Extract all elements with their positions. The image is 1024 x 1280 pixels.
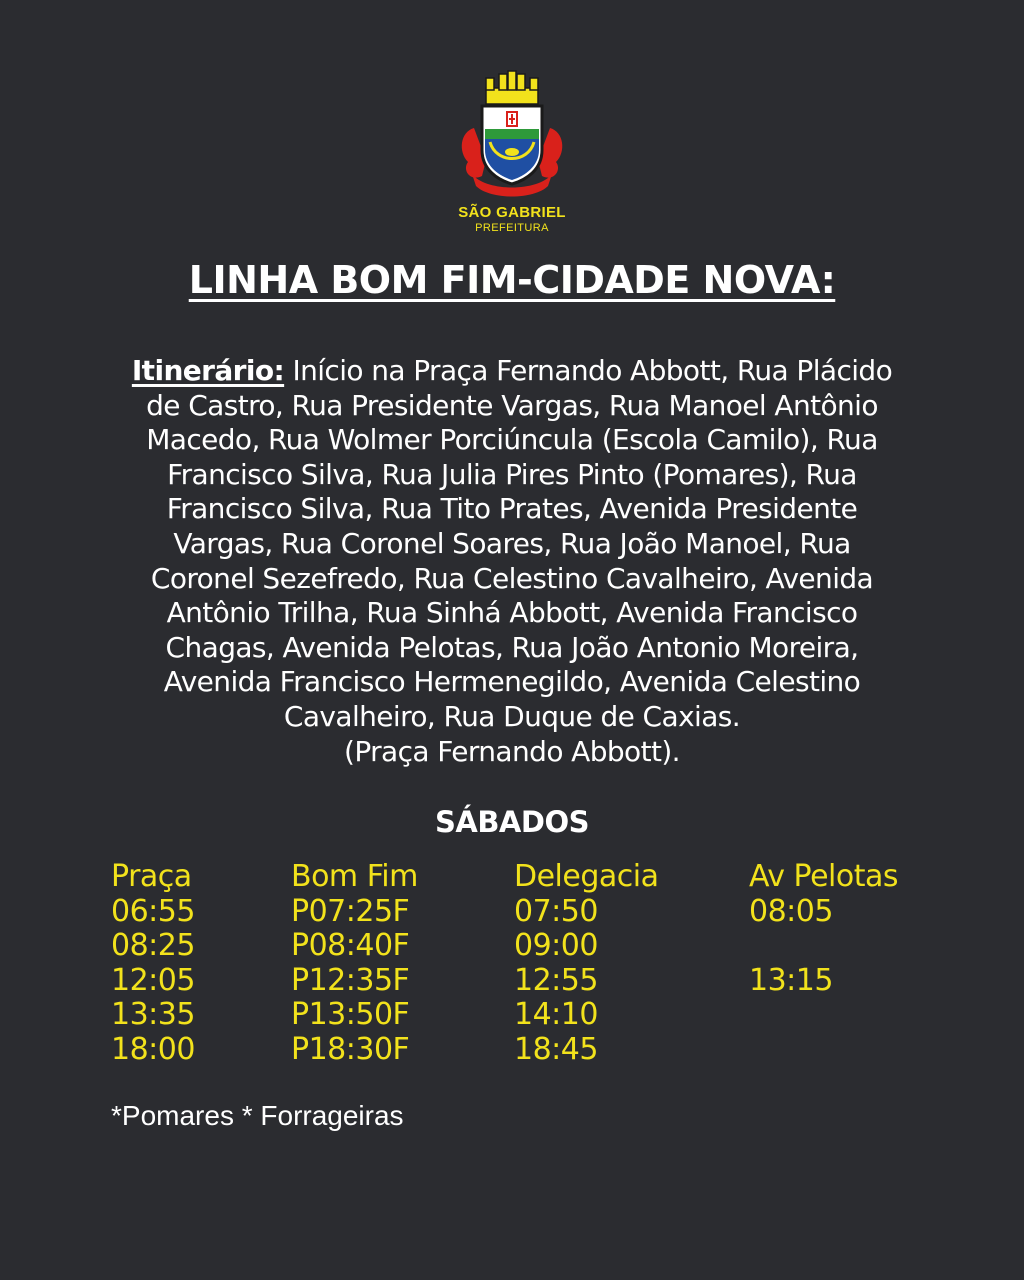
column-header: Delegacia bbox=[514, 859, 659, 894]
schedule-column-praca bbox=[111, 860, 195, 1068]
time-cell bbox=[749, 1033, 898, 1068]
schedule-column-bom-fim bbox=[291, 860, 418, 1068]
itinerary-line: Chagas, Avenida Pelotas, Rua João Antonio Moreira, bbox=[165, 630, 859, 664]
city-logo bbox=[0, 70, 1024, 234]
time-cell bbox=[749, 929, 898, 964]
itinerary-paragraph bbox=[98, 354, 926, 769]
itinerary-line: Coronel Sezefredo, Rua Celestino Cavalheiro, Avenida bbox=[150, 561, 874, 595]
page-title bbox=[0, 258, 1024, 302]
itinerary-line: Vargas, Rua Coronel Soares, Rua João Manoel, Rua bbox=[173, 526, 851, 560]
itinerary-line: Macedo, Rua Wolmer Porciúncula (Escola Camilo), Rua bbox=[146, 423, 878, 457]
itinerary-label: Itinerário: bbox=[131, 354, 285, 387]
time-cell: P07:25F bbox=[291, 893, 410, 929]
time-cell: P12:35F bbox=[291, 962, 410, 998]
itinerary-line: Antônio Trilha, Rua Sinhá Abbott, Avenida Francisco bbox=[166, 596, 858, 630]
schedule-day-heading: SÁBADOS bbox=[435, 805, 589, 839]
footnote: *Pomares * Forrageiras bbox=[111, 1100, 404, 1131]
time-cell: 07:50 bbox=[514, 893, 598, 929]
logo-name: SÃO GABRIEL bbox=[458, 204, 566, 221]
time-cell: 13:15 bbox=[749, 962, 833, 998]
schedule-column-av-pelotas bbox=[749, 860, 898, 1068]
time-cell: 08:05 bbox=[749, 893, 833, 929]
time-cell: 14:10 bbox=[514, 997, 598, 1033]
itinerary-line: Francisco Silva, Rua Tito Prates, Avenida Presidente bbox=[166, 492, 858, 526]
column-header: Av Pelotas bbox=[749, 859, 898, 894]
itinerary-line: Avenida Francisco Hermenegildo, Avenida Celestino bbox=[163, 665, 861, 699]
time-cell bbox=[749, 998, 898, 1033]
time-cell: 09:00 bbox=[514, 928, 598, 964]
logo-subtitle: PREFEITURA bbox=[475, 222, 549, 234]
coat-of-arms-icon bbox=[456, 70, 568, 200]
time-cell: 12:05 bbox=[111, 962, 195, 998]
column-header: Praça bbox=[111, 859, 192, 894]
schedule-table bbox=[0, 860, 1024, 1080]
itinerary-line: de Castro, Rua Presidente Vargas, Rua Manoel Antônio bbox=[146, 388, 878, 422]
time-cell: 18:45 bbox=[514, 1031, 598, 1067]
column-header: Bom Fim bbox=[291, 859, 418, 894]
time-cell: P13:50F bbox=[291, 997, 410, 1033]
page-title-text: LINHA BOM FIM-CIDADE NOVA: bbox=[188, 258, 836, 302]
itinerary-line: Francisco Silva, Rua Julia Pires Pinto (Pomares), Rua bbox=[167, 457, 857, 491]
time-cell: P18:30F bbox=[291, 1031, 410, 1067]
time-cell: 18:00 bbox=[111, 1031, 195, 1067]
schedule-column-delegacia bbox=[514, 860, 659, 1068]
time-cell: P08:40F bbox=[291, 928, 410, 964]
time-cell: 12:55 bbox=[514, 962, 598, 998]
time-cell: 13:35 bbox=[111, 997, 195, 1033]
itinerary-line: (Praça Fernando Abbott). bbox=[344, 734, 680, 768]
itinerary-line-1 bbox=[98, 354, 926, 389]
itinerary-line-text: Início na Praça Fernando Abbott, Rua Plácido bbox=[284, 354, 893, 387]
itinerary-line: Cavalheiro, Rua Duque de Caxias. bbox=[283, 699, 741, 733]
time-cell: 06:55 bbox=[111, 893, 195, 929]
time-cell: 08:25 bbox=[111, 928, 195, 964]
